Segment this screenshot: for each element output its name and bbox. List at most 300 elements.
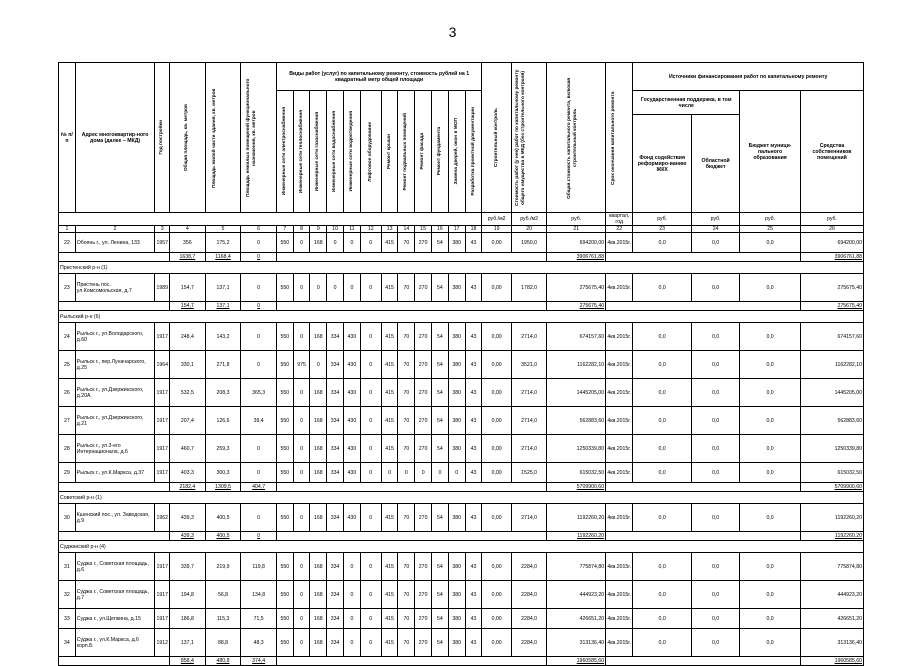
row-address: Суджа г., Советская площадь, д.6 — [75, 553, 155, 581]
row-owners: 426651,20 — [800, 609, 863, 629]
row-work-cost: 0 — [310, 351, 327, 379]
row-address: Суджа г., Советская площадь, д.7 — [75, 581, 155, 609]
row-living-area: 143,2 — [205, 323, 241, 351]
row-total-area: 137,1 — [170, 629, 206, 657]
header-living-area: Площадь жилой части здания, кв. метров — [205, 63, 241, 213]
row-deadline: 4кв.2015г. — [606, 553, 633, 581]
subtotal-cost: 1960585,60 — [547, 657, 606, 666]
row-deadline: 4кв.2015г. — [606, 463, 633, 483]
row-year: 1989 — [155, 274, 170, 302]
district-label: Рыльский р-н (6) — [59, 311, 864, 323]
row-work-cost: 0 — [293, 581, 310, 609]
row-work-cost: 415 — [381, 504, 398, 532]
row-regional: 0,0 — [692, 323, 740, 351]
subtotal-owners: 1192260,20 — [800, 532, 863, 541]
row-work-cost: 380 — [448, 581, 465, 609]
column-number: 26 — [800, 226, 863, 233]
row-regional: 0,0 — [692, 553, 740, 581]
row-municipal: 0,0 — [740, 504, 801, 532]
row-total-cost: 275675,40 — [547, 274, 606, 302]
row-unit-cost: 2284,0 — [511, 629, 547, 657]
column-number: 12 — [360, 226, 381, 233]
header-total-cost: Общая стоимость капитального ремонта, включая строительный контроль — [547, 63, 606, 213]
row-work-cost: 168 — [310, 233, 327, 253]
row-work-cost: 43 — [465, 351, 482, 379]
row-deadline: 4кв.2015г. — [606, 435, 633, 463]
column-number: 3 — [155, 226, 170, 233]
row-unit-cost: 2714,0 — [511, 407, 547, 435]
subtotal-spacer — [59, 483, 170, 492]
row-work-cost: 0 — [415, 463, 432, 483]
row-municipal: 0,0 — [740, 379, 801, 407]
subtotal-living-area: 1309,5 — [205, 483, 241, 492]
row-work-cost: 0 — [293, 504, 310, 532]
row-work-cost: 168 — [310, 407, 327, 435]
row-deadline: 4кв.2015г. — [606, 609, 633, 629]
row-work-cost: 70 — [398, 323, 415, 351]
subtotal-spacer — [276, 302, 546, 311]
row-address: Пристень пос. ул.Комсомольская, д.7 — [75, 274, 155, 302]
row-work-cost: 0 — [327, 274, 344, 302]
row-number: 31 — [59, 553, 76, 581]
row-regional: 0,0 — [692, 351, 740, 379]
row-unit-cost: 2284,0 — [511, 553, 547, 581]
row-work-cost: 70 — [398, 274, 415, 302]
row-year: 1917 — [155, 581, 170, 609]
row-fund: 0,0 — [633, 463, 692, 483]
row-unit-cost: 2714,0 — [511, 323, 547, 351]
row-work-cost: 415 — [381, 407, 398, 435]
row-owners: 694200,00 — [800, 233, 863, 253]
row-work-cost: 550 — [276, 609, 293, 629]
row-municipal: 0,0 — [740, 435, 801, 463]
row-work-cost: 0,00 — [482, 274, 511, 302]
row-work-cost: 415 — [381, 629, 398, 657]
row-work-cost: 43 — [465, 407, 482, 435]
row-fund: 0,0 — [633, 609, 692, 629]
header-works-1: Инженерные сети электроснабжения — [276, 91, 293, 213]
table-row — [59, 609, 864, 629]
row-living-area: 137,1 — [205, 274, 241, 302]
row-regional: 0,0 — [692, 379, 740, 407]
header-deadline: Срок окончания капитального ремонта — [606, 63, 633, 213]
row-fund: 0,0 — [633, 435, 692, 463]
row-owners: 562883,60 — [800, 407, 863, 435]
row-work-cost: 430 — [344, 463, 361, 483]
row-number: 32 — [59, 581, 76, 609]
row-unit-cost: 3521,0 — [511, 351, 547, 379]
row-work-cost: 380 — [448, 504, 465, 532]
table-row — [59, 407, 864, 435]
row-deadline: 4кв.2015г. — [606, 581, 633, 609]
row-total-cost: 1162282,10 — [547, 351, 606, 379]
column-number: 17 — [448, 226, 465, 233]
row-address: Рыльск г., ул.Дзержинского, д.21 — [75, 407, 155, 435]
row-total-cost: 1445205,00 — [547, 379, 606, 407]
header-works-5: Инженерные сети водоотведения — [344, 91, 361, 213]
row-fund: 0,0 — [633, 407, 692, 435]
row-work-cost: 270 — [415, 274, 432, 302]
unit-label: руб. — [633, 213, 692, 226]
subtotal-owners: 3906761,88 — [800, 253, 863, 262]
row-living-area: 271,8 — [205, 351, 241, 379]
column-number: 13 — [381, 226, 398, 233]
row-work-cost: 168 — [310, 504, 327, 532]
column-number: 23 — [633, 226, 692, 233]
header-works-11: Замена дверей, окон в МОП — [448, 91, 465, 213]
subtotal-nonres-area: 404,7 — [241, 483, 277, 492]
column-number: 14 — [398, 226, 415, 233]
row-owners: 775874,80 — [800, 553, 863, 581]
row-work-cost: 70 — [398, 629, 415, 657]
row-total-area: 248,4 — [170, 323, 206, 351]
row-work-cost: 0 — [327, 233, 344, 253]
row-nonres-area: 0 — [241, 323, 277, 351]
row-work-cost: 0 — [344, 553, 361, 581]
row-work-cost: 54 — [432, 553, 449, 581]
row-work-cost: 0 — [293, 323, 310, 351]
header-works-8: Ремонт подвальных помещений — [398, 91, 415, 213]
subtotal-total-area: 1638,7 — [170, 253, 206, 262]
row-work-cost: 0 — [360, 407, 381, 435]
unit-label: руб./м2 — [482, 213, 511, 226]
table-row — [59, 553, 864, 581]
row-total-cost: 1250339,80 — [547, 435, 606, 463]
row-work-cost: 270 — [415, 323, 432, 351]
header-municipal: Бюджет муници-пального образования — [740, 91, 801, 213]
row-total-cost: 1192260,20 — [547, 504, 606, 532]
row-year: 1917 — [155, 463, 170, 483]
row-living-area: 175,2 — [205, 233, 241, 253]
subtotal-spacer — [276, 657, 546, 666]
row-work-cost: 550 — [276, 504, 293, 532]
row-municipal: 0,0 — [740, 463, 801, 483]
row-work-cost: 550 — [276, 463, 293, 483]
row-work-cost: 334 — [327, 581, 344, 609]
row-work-cost: 270 — [415, 609, 432, 629]
row-work-cost: 270 — [415, 407, 432, 435]
column-numbers-row — [59, 226, 864, 233]
row-unit-cost: 1782,0 — [511, 274, 547, 302]
row-year: 1917 — [155, 553, 170, 581]
row-fund: 0,0 — [633, 553, 692, 581]
header-regional: Областной бюджет — [692, 115, 740, 213]
row-work-cost: 54 — [432, 435, 449, 463]
row-work-cost: 0 — [360, 323, 381, 351]
row-regional: 0,0 — [692, 274, 740, 302]
row-work-cost: 43 — [465, 629, 482, 657]
row-work-cost: 270 — [415, 629, 432, 657]
row-work-cost: 0 — [293, 435, 310, 463]
row-address: Рыльск г., ул.Дзержинского, д.20А — [75, 379, 155, 407]
header-works-9: Ремонт фасада — [415, 91, 432, 213]
row-total-cost: 674157,60 — [547, 323, 606, 351]
header-works-4: Инженерные сети водоснабжения — [327, 91, 344, 213]
table-row — [59, 629, 864, 657]
column-number: 19 — [482, 226, 511, 233]
row-work-cost: 0,00 — [482, 233, 511, 253]
subtotal-owners: 5709900,60 — [800, 483, 863, 492]
row-number: 27 — [59, 407, 76, 435]
row-regional: 0,0 — [692, 581, 740, 609]
row-owners: 674157,60 — [800, 323, 863, 351]
row-living-area: 400,5 — [205, 504, 241, 532]
row-nonres-area: 0 — [241, 233, 277, 253]
row-work-cost: 550 — [276, 351, 293, 379]
header-funding-group: Источники финансирования работ по капитальному ремонту — [633, 63, 864, 91]
row-work-cost: 0 — [360, 233, 381, 253]
row-address: Рыльск г., ул.3-его Интернационала, д.6 — [75, 435, 155, 463]
row-work-cost: 54 — [432, 274, 449, 302]
row-work-cost: 0 — [448, 463, 465, 483]
row-work-cost: 70 — [398, 504, 415, 532]
row-work-cost: 0,00 — [482, 504, 511, 532]
row-municipal: 0,0 — [740, 351, 801, 379]
row-work-cost: 0,00 — [482, 609, 511, 629]
row-work-cost: 270 — [415, 379, 432, 407]
row-work-cost: 430 — [344, 407, 361, 435]
row-work-cost: 430 — [344, 504, 361, 532]
row-work-cost: 0,00 — [482, 407, 511, 435]
row-work-cost: 54 — [432, 581, 449, 609]
column-number: 8 — [293, 226, 310, 233]
row-nonres-area: 0 — [241, 504, 277, 532]
row-address: Кшенский пос., ул. Заводская, д.9 — [75, 504, 155, 532]
district-label: Пристенский р-н (1) — [59, 262, 864, 274]
row-work-cost: 380 — [448, 407, 465, 435]
subtotal-total-area: 2182,4 — [170, 483, 206, 492]
row-number: 25 — [59, 351, 76, 379]
row-work-cost: 380 — [448, 351, 465, 379]
table-row — [59, 323, 864, 351]
unit-label: руб. — [547, 213, 606, 226]
units-row — [59, 213, 864, 226]
row-work-cost: 0 — [293, 379, 310, 407]
subtotal-spacer — [59, 657, 170, 666]
row-work-cost: 0 — [360, 553, 381, 581]
capital-repair-table — [58, 62, 864, 666]
row-work-cost: 70 — [398, 379, 415, 407]
row-work-cost: 0 — [360, 629, 381, 657]
subtotal-owners: 1960585,60 — [800, 657, 863, 666]
row-work-cost: 54 — [432, 629, 449, 657]
row-work-cost: 415 — [381, 553, 398, 581]
subtotal-nonres-area: 374,4 — [241, 657, 277, 666]
row-nonres-area: 0 — [241, 435, 277, 463]
column-number: 9 — [310, 226, 327, 233]
row-work-cost: 380 — [448, 233, 465, 253]
subtotal-owners: 275675,40 — [800, 302, 863, 311]
header-state-support: Государственная поддержка, в том числе — [633, 91, 740, 115]
row-work-cost: 430 — [344, 379, 361, 407]
row-work-cost: 550 — [276, 233, 293, 253]
row-work-cost: 168 — [310, 581, 327, 609]
row-work-cost: 415 — [381, 379, 398, 407]
subtotal-spacer — [59, 302, 170, 311]
row-number: 22 — [59, 233, 76, 253]
row-fund: 0,0 — [633, 379, 692, 407]
row-total-area: 532,5 — [170, 379, 206, 407]
row-work-cost: 270 — [415, 435, 432, 463]
column-number: 21 — [547, 226, 606, 233]
header-unit-cost: Стоимость работ (у нее) работ по капитальному ремонту общего имущества в МКД (без строительного контроля) — [511, 63, 547, 213]
row-total-area: 339,7 — [170, 553, 206, 581]
row-municipal: 0,0 — [740, 629, 801, 657]
row-number: 29 — [59, 463, 76, 483]
row-work-cost: 0 — [432, 463, 449, 483]
row-deadline: 4кв.2015г. — [606, 274, 633, 302]
row-nonres-area: 134,8 — [241, 581, 277, 609]
row-total-area: 207,4 — [170, 407, 206, 435]
row-work-cost: 168 — [310, 379, 327, 407]
row-work-cost: 0 — [293, 463, 310, 483]
row-work-cost: 550 — [276, 629, 293, 657]
row-total-cost: 615032,50 — [547, 463, 606, 483]
row-work-cost: 43 — [465, 553, 482, 581]
row-work-cost: 43 — [465, 233, 482, 253]
row-work-cost: 70 — [398, 407, 415, 435]
row-municipal: 0,0 — [740, 233, 801, 253]
row-work-cost: 54 — [432, 323, 449, 351]
subtotal-living-area: 137,1 — [205, 302, 241, 311]
row-work-cost: 43 — [465, 609, 482, 629]
row-municipal: 0,0 — [740, 323, 801, 351]
district-label: Советский р-н (1) — [59, 492, 864, 504]
row-work-cost: 270 — [415, 553, 432, 581]
row-work-cost: 334 — [327, 407, 344, 435]
row-fund: 0,0 — [633, 581, 692, 609]
subtotal-total-area: 858,4 — [170, 657, 206, 666]
row-year: 1917 — [155, 379, 170, 407]
row-year: 1917 — [155, 323, 170, 351]
row-work-cost: 0 — [344, 629, 361, 657]
row-owners: 313136,40 — [800, 629, 863, 657]
row-fund: 0,0 — [633, 351, 692, 379]
row-work-cost: 334 — [327, 553, 344, 581]
row-work-cost: 380 — [448, 323, 465, 351]
header-address: Адрес многоквартир-ного дома (далее – МКД) — [75, 63, 155, 213]
row-regional: 0,0 — [692, 407, 740, 435]
row-work-cost: 0 — [293, 233, 310, 253]
row-total-area: 439,3 — [170, 504, 206, 532]
row-living-area: 126,6 — [205, 407, 241, 435]
column-number: 7 — [276, 226, 293, 233]
column-number: 20 — [511, 226, 547, 233]
row-work-cost: 0,00 — [482, 581, 511, 609]
row-total-area: 194,8 — [170, 581, 206, 609]
column-number: 10 — [327, 226, 344, 233]
subtotal-spacer — [276, 253, 546, 262]
row-fund: 0,0 — [633, 274, 692, 302]
header-works-6: Лифтовое оборудование — [360, 91, 381, 213]
row-work-cost: 0 — [360, 435, 381, 463]
column-number: 16 — [432, 226, 449, 233]
row-work-cost: 43 — [465, 274, 482, 302]
row-work-cost: 0 — [360, 609, 381, 629]
row-year: 1964 — [155, 351, 170, 379]
row-address: Рыльск г., пер.Луначарского, д.25 — [75, 351, 155, 379]
table-row — [59, 233, 864, 253]
row-work-cost: 0,00 — [482, 629, 511, 657]
row-work-cost: 0 — [344, 274, 361, 302]
row-nonres-area: 39,4 — [241, 407, 277, 435]
column-number: 2 — [75, 226, 155, 233]
district-row — [59, 492, 864, 504]
row-work-cost: 0 — [344, 581, 361, 609]
header-works-13: Строительный контроль — [482, 63, 511, 213]
row-work-cost: 70 — [398, 435, 415, 463]
row-work-cost: 430 — [344, 323, 361, 351]
row-work-cost: 270 — [415, 581, 432, 609]
subtotal-cost: 5709900,60 — [547, 483, 606, 492]
row-number: 24 — [59, 323, 76, 351]
header-nonres-area: Площадь нежилых помещений функционального назначения, кв. метров — [241, 63, 277, 213]
column-number: 6 — [241, 226, 277, 233]
unit-label: руб. — [800, 213, 863, 226]
row-deadline: 4кв.2015г. — [606, 323, 633, 351]
subtotal-row — [59, 532, 864, 541]
row-living-area: 208,3 — [205, 379, 241, 407]
row-work-cost: 415 — [381, 609, 398, 629]
row-work-cost: 0 — [381, 463, 398, 483]
row-work-cost: 0 — [360, 504, 381, 532]
row-fund: 0,0 — [633, 504, 692, 532]
row-work-cost: 43 — [465, 581, 482, 609]
row-work-cost: 0 — [360, 379, 381, 407]
subtotal-spacer — [606, 657, 801, 666]
header-works-group: Виды работ (услуг) по капитальному ремонту, стоимость рублей на 1 квадратный метр общей площади — [276, 63, 482, 91]
subtotal-spacer — [276, 483, 546, 492]
row-number: 33 — [59, 609, 76, 629]
row-total-area: 154,7 — [170, 274, 206, 302]
row-owners: 444923,20 — [800, 581, 863, 609]
row-work-cost: 550 — [276, 274, 293, 302]
row-number: 30 — [59, 504, 76, 532]
header-no: № п/п — [59, 63, 76, 213]
row-unit-cost: 1950,0 — [511, 233, 547, 253]
row-work-cost: 550 — [276, 581, 293, 609]
row-work-cost: 0,00 — [482, 379, 511, 407]
row-work-cost: 43 — [465, 323, 482, 351]
row-regional: 0,0 — [692, 435, 740, 463]
row-work-cost: 334 — [327, 323, 344, 351]
row-work-cost: 0 — [293, 274, 310, 302]
subtotal-living-area: 1168,4 — [205, 253, 241, 262]
row-owners: 1192260,20 — [800, 504, 863, 532]
row-regional: 0,0 — [692, 504, 740, 532]
row-work-cost: 975 — [293, 351, 310, 379]
row-work-cost: 54 — [432, 379, 449, 407]
row-regional: 0,0 — [692, 463, 740, 483]
row-work-cost: 0 — [360, 463, 381, 483]
subtotal-spacer — [606, 483, 801, 492]
column-number: 25 — [740, 226, 801, 233]
row-work-cost: 380 — [448, 274, 465, 302]
row-total-cost: 444923,20 — [547, 581, 606, 609]
row-work-cost: 550 — [276, 407, 293, 435]
header-works-3: Инженерные сети газоснабжения — [310, 91, 327, 213]
row-work-cost: 550 — [276, 323, 293, 351]
subtotal-row — [59, 483, 864, 492]
row-work-cost: 0,00 — [482, 351, 511, 379]
row-year: 1962 — [155, 504, 170, 532]
row-owners: 275675,40 — [800, 274, 863, 302]
row-work-cost: 550 — [276, 379, 293, 407]
row-work-cost: 430 — [344, 435, 361, 463]
row-nonres-area: 0 — [241, 351, 277, 379]
row-work-cost: 0 — [360, 351, 381, 379]
row-work-cost: 334 — [327, 629, 344, 657]
